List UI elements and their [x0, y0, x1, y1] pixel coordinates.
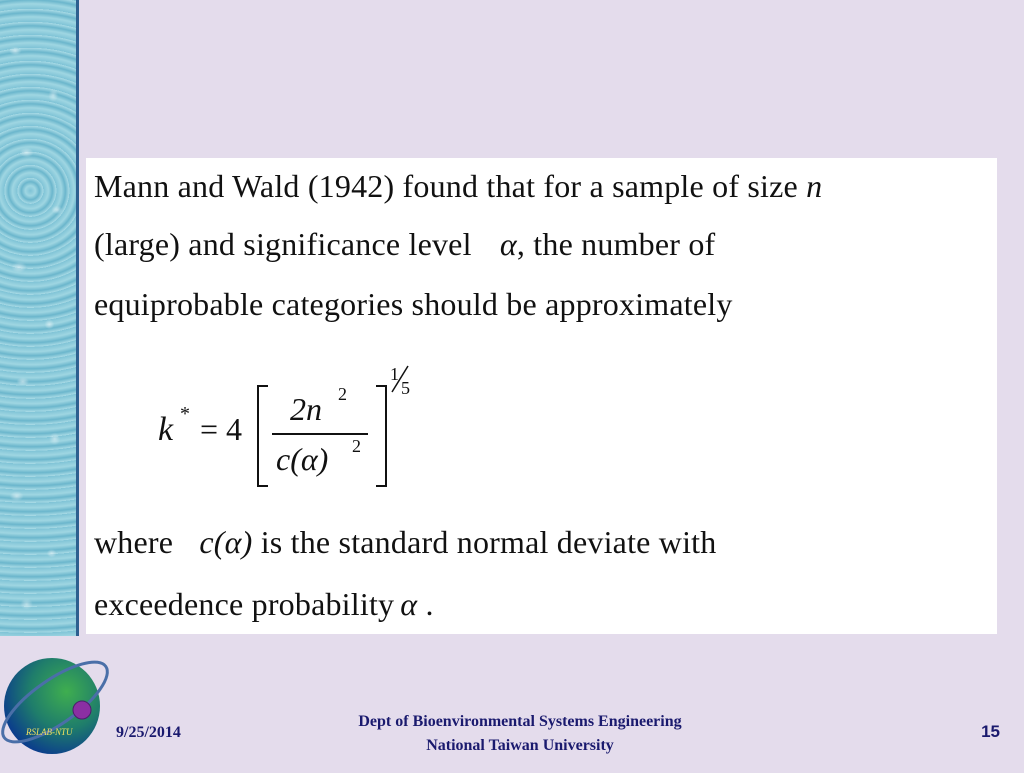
numerator-exponent: 2	[338, 384, 347, 404]
footer-dept-line2: National Taiwan University	[426, 737, 614, 754]
formula-denominator: c(α)	[276, 441, 329, 477]
outer-exp-den: 5	[401, 378, 410, 398]
formula-star: *	[180, 403, 190, 425]
footer-department	[290, 710, 750, 758]
text-line-3: equiprobable categories should be approximately	[94, 286, 733, 322]
outer-exp-num: 1	[390, 364, 399, 384]
where-line: where c(α) is the standard normal deviate with	[94, 524, 717, 560]
c-alpha-symbol: c(α)	[199, 524, 253, 560]
rslab-logo	[0, 636, 110, 768]
alpha-symbol: α	[499, 226, 517, 262]
denominator-exponent: 2	[352, 436, 361, 456]
page-number: 15	[981, 722, 1000, 741]
text-line-2: (large) and significance level α, the number of	[94, 226, 716, 262]
formula-lhs: k	[158, 411, 174, 448]
footer-dept-line1: Dept of Bioenvironmental Systems Engineering	[358, 713, 682, 730]
left-bracket	[258, 386, 268, 486]
footer-date: 9/25/2014	[116, 724, 181, 741]
logo-label: RSLAB-NTU	[26, 727, 73, 737]
formula-numerator: 2n	[290, 391, 322, 427]
last-line: exceedence probability α .	[94, 586, 434, 622]
text-line-1: Mann and Wald (1942) found that for a sample of size n	[94, 168, 823, 204]
formula-equals: = 4	[200, 411, 243, 447]
water-texture-strip	[0, 0, 76, 636]
formula	[158, 358, 458, 498]
alpha-symbol-2: α	[400, 586, 418, 622]
right-bracket	[376, 386, 386, 486]
n-symbol: n	[806, 168, 823, 204]
content-panel	[86, 158, 997, 634]
strip-border	[76, 0, 79, 636]
